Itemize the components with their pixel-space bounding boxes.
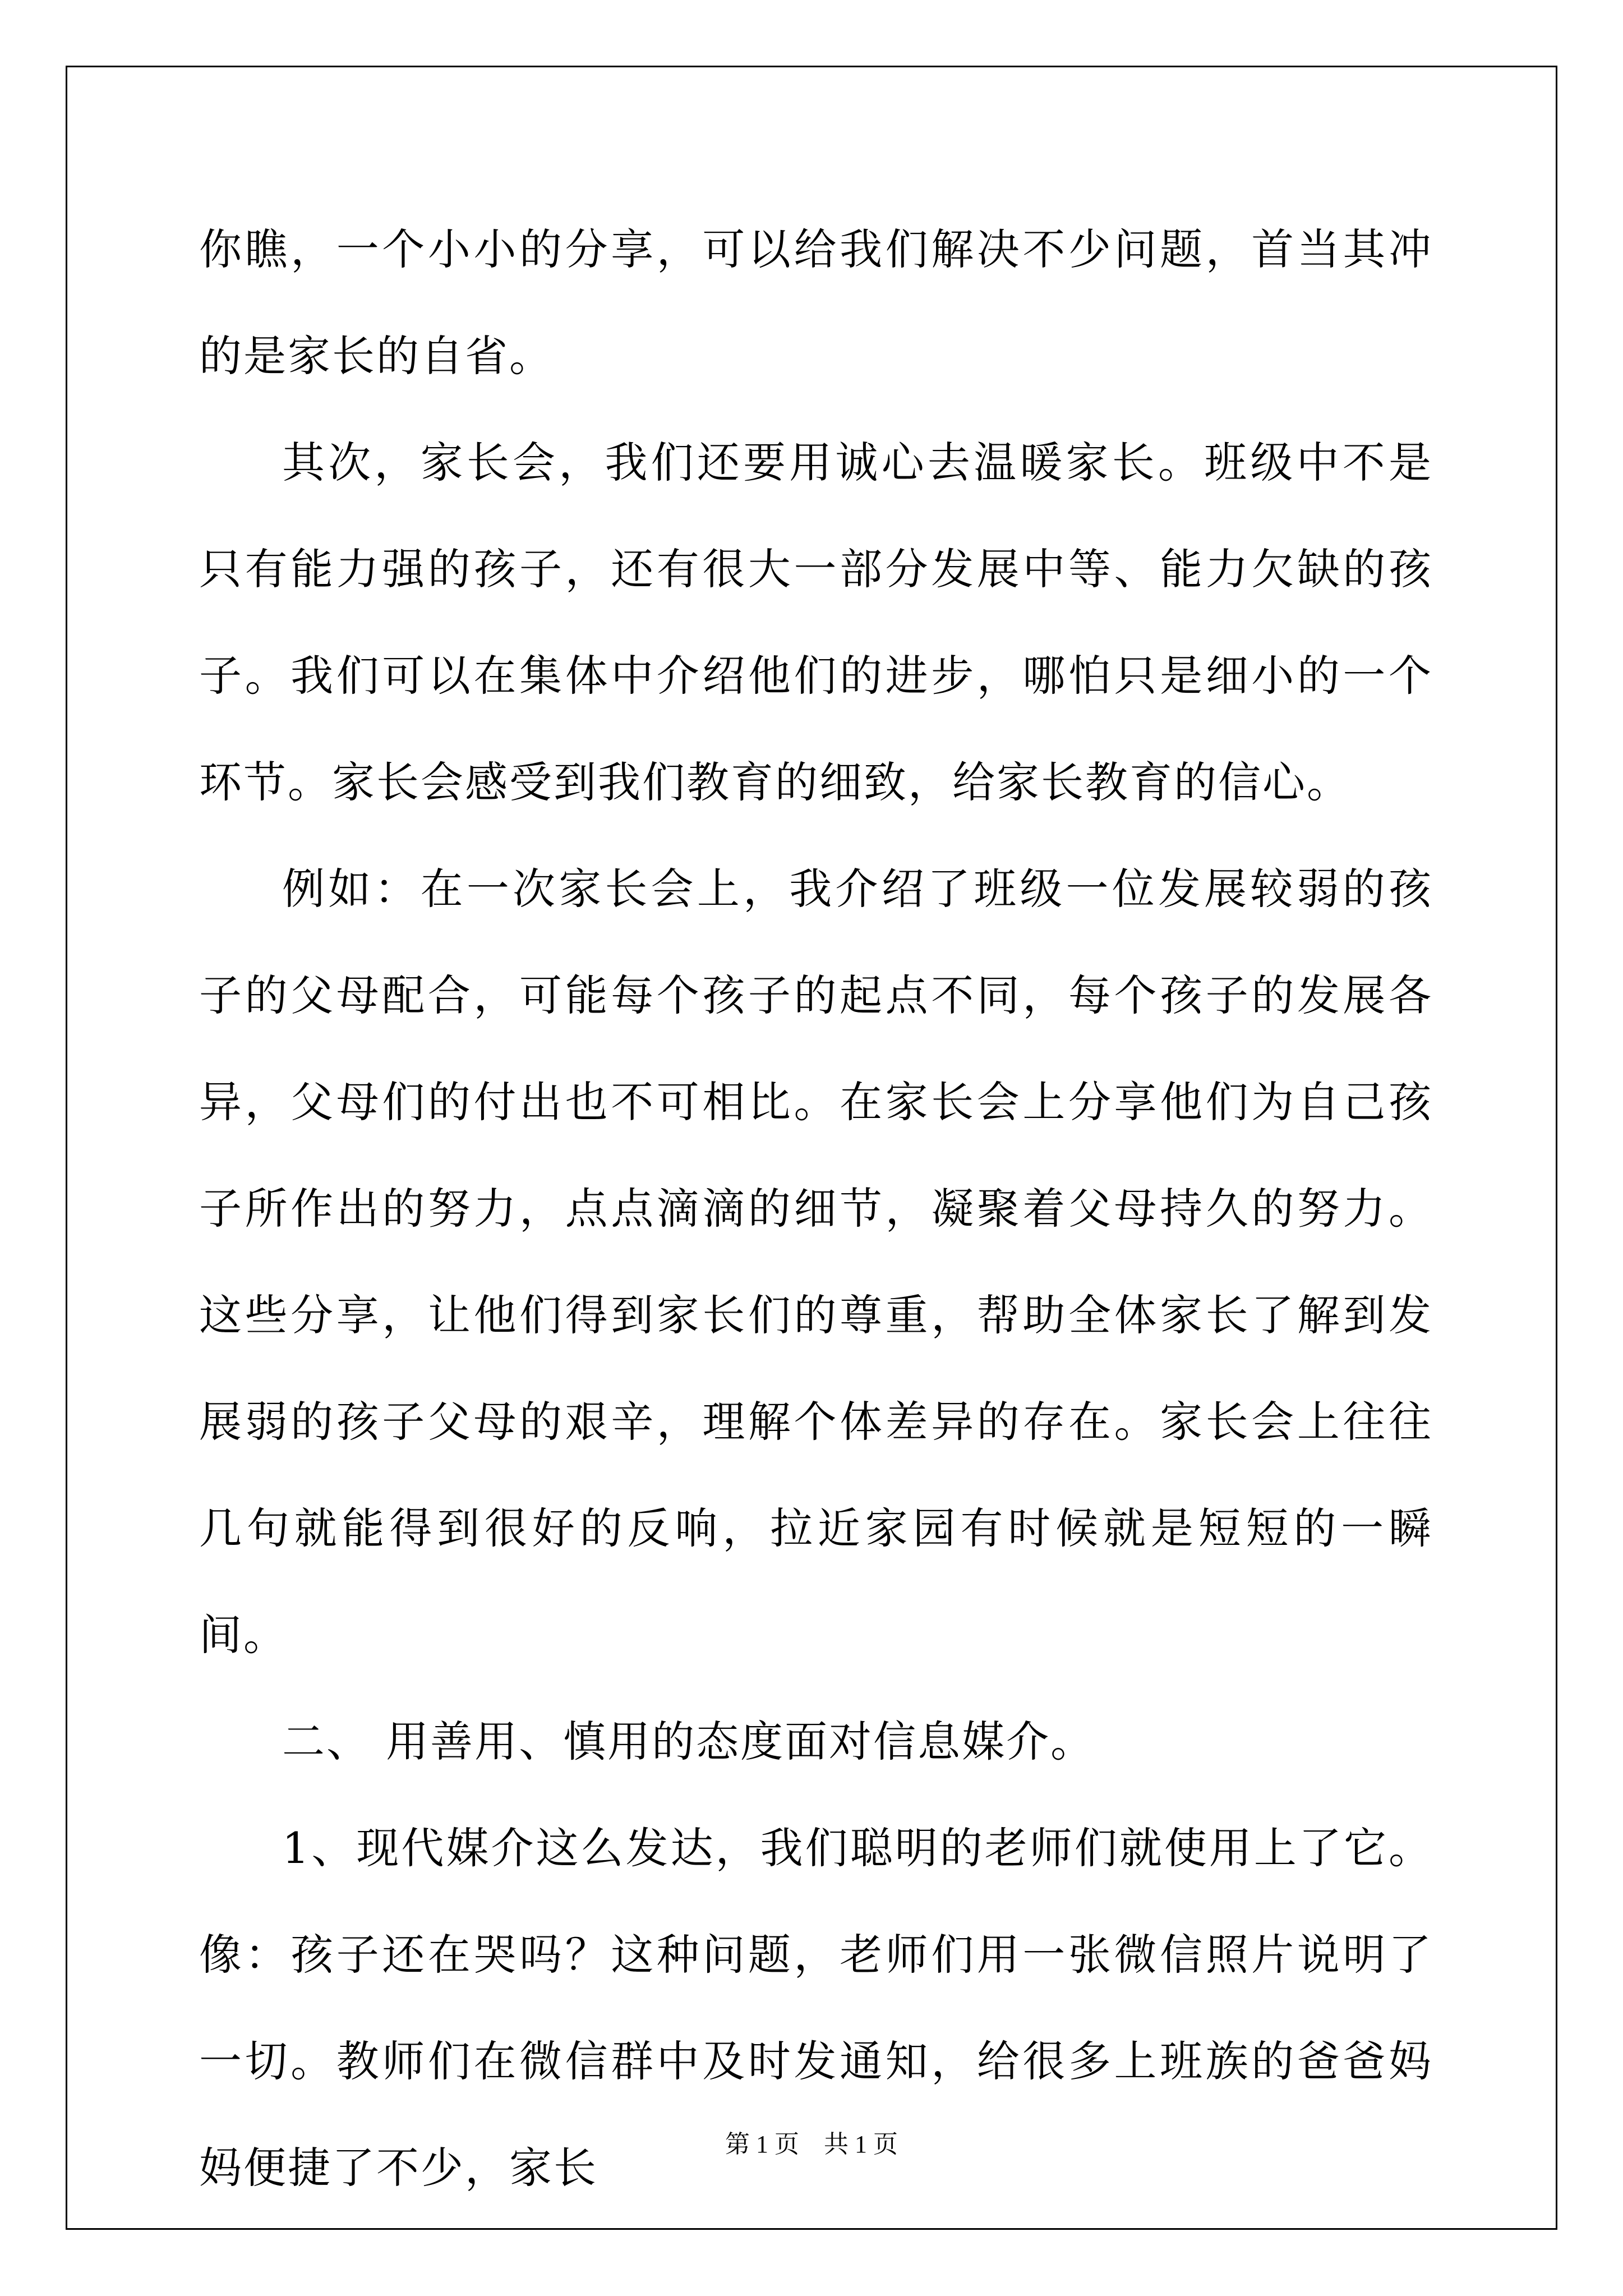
section-heading: 二、 用善用、慎用的态度面对信息媒介。	[282, 1717, 1095, 1766]
paragraph-3: 例如：在一次家长会上，我介绍了班级一位发展较弱的孩子的父母配合，可能每个孩子的起点不同，每个孩子的发展各异，父母们的付出也不可相比。在家长会上分享他们为自己孩子所作出的努力，点点滴滴的细节，凝聚着父母持久的努力。这些分享，让他们得到家长们的尊重，帮助全体家长了解到发展弱的孩子父母的艰辛，理解个体差异的存在。家长会上往往几句就能得到很好的反响，拉近家园有时候就是短短的一瞬间。	[199, 864, 1433, 1660]
paragraph-1: 你瞧，一个小小的分享，可以给我们解决不少问题，首当其冲的是家长的自省。	[199, 224, 1433, 381]
document-body	[199, 196, 1433, 2221]
paragraph-5: 1、现代媒介这么发达，我们聪明的老师们就使用上了它。像：孩子还在哭吗？这种问题，老师们用一张微信照片说明了一切。教师们在微信群中及时发通知，给很多上班族的爸爸妈妈便捷了不少，家长	[199, 1823, 1433, 2193]
page-footer: 第 1 页 共 1 页	[725, 2131, 898, 2158]
paragraph-2: 其次，家长会，我们还要用诚心去温暖家长。班级中不是只有能力强的孩子，还有很大一部分发展中等、能力欠缺的孩子。我们可以在集体中介绍他们的进步，哪怕只是细小的一个环节。家长会感受到我们教育的细致，给家长教育的信心。	[199, 438, 1433, 807]
